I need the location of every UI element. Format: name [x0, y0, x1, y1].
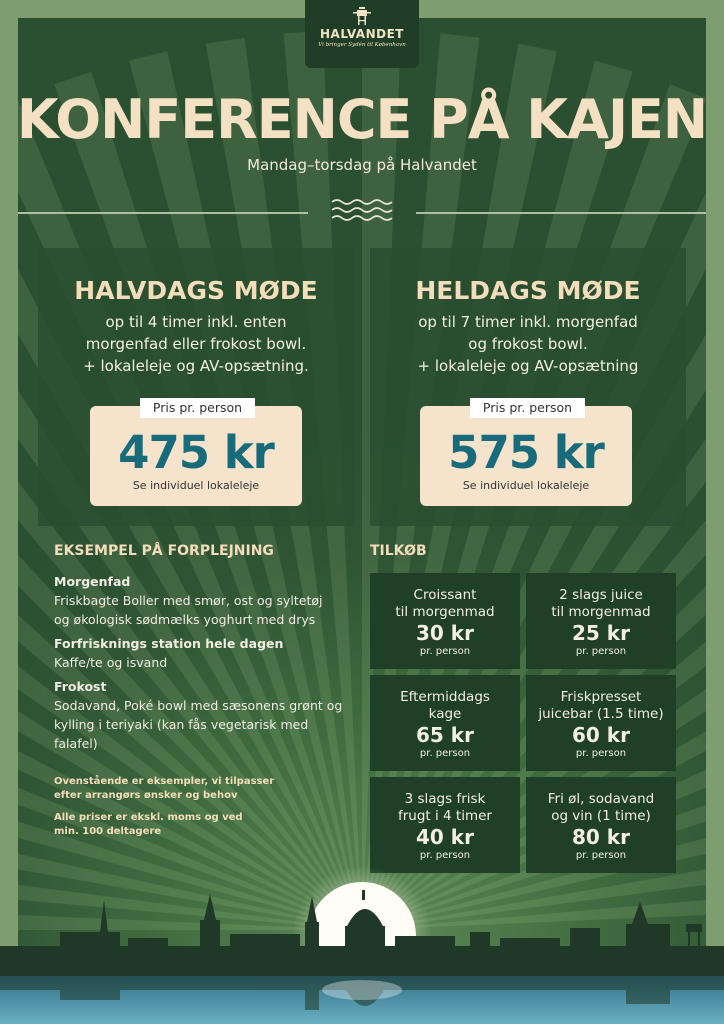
price-box	[420, 400, 632, 506]
skyline-illustration	[0, 850, 724, 1024]
divider-left	[18, 212, 308, 214]
fine-print-prices: Alle priser er ekskl. moms og ved min. 100 deltagere	[54, 812, 243, 837]
price-note: Se individuel lokaleleje	[132, 479, 260, 492]
addon-tile-croissant: Croissant til morgenmad 30 kr pr. person	[370, 573, 520, 669]
logo-name: HALVANDET	[320, 27, 404, 41]
catering-list	[54, 572, 354, 758]
waves-icon	[330, 197, 394, 225]
package-card-heldag	[370, 248, 686, 526]
fine-print-examples: Ovenstående er eksempler, vi tilpasser efter arrangørs ønsker og behov	[54, 776, 275, 801]
price-note: Se individuel lokaleleje	[462, 479, 590, 492]
package-title: HALVDAGS MØDE	[74, 276, 318, 305]
addon-price: 65 kr	[416, 723, 474, 747]
package-description: op til 4 timer inkl. enten morgenfad eller frokost bowl. + lokaleleje og AV-opsætning.	[83, 313, 309, 375]
addon-unit: pr. person	[575, 646, 627, 657]
addon-price: 30 kr	[416, 621, 474, 645]
list-item: Frokost Sodavand, Poké bowl med sæsonens grønt og kylling i teriyaki (kan fås vegetarisk med falafel)	[54, 679, 343, 751]
addon-tile-juice: 2 slags juice til morgenmad 25 kr pr. person	[526, 573, 676, 669]
price-label: Pris pr. person	[470, 398, 585, 418]
addon-price: 80 kr	[572, 825, 630, 849]
price-amount: 475 kr	[118, 426, 274, 479]
addon-price: 25 kr	[572, 621, 630, 645]
halvandet-logo[interactable]	[305, 0, 419, 68]
catering-heading: EKSEMPEL PÅ FORPLEJNING	[54, 543, 274, 559]
addon-tile-drinks: Fri øl, sodavand og vin (1 time) 80 kr pr. person	[526, 777, 676, 873]
package-description: op til 7 timer inkl. morgenfad og frokost bowl. + lokaleleje og AV-opsætning	[417, 313, 639, 375]
price-label: Pris pr. person	[140, 398, 255, 418]
addon-unit: pr. person	[419, 748, 471, 759]
price-box	[90, 400, 302, 506]
addon-unit: pr. person	[419, 646, 471, 657]
logo-tagline: Vi bringer Sydén til København	[318, 42, 406, 48]
page-title: KONFERENCE PÅ KAJEN	[16, 88, 708, 151]
water-tower-icon	[347, 6, 377, 26]
addon-tile-kage: Eftermiddags kage 65 kr pr. person	[370, 675, 520, 771]
divider-right	[416, 212, 706, 214]
page-subtitle: Mandag–torsdag på Halvandet	[247, 156, 477, 174]
addon-tile-frugt: 3 slags frisk frugt i 4 timer 40 kr pr. person	[370, 777, 520, 873]
list-item: Forfrisknings station hele dagen Kaffe/te og isvand	[54, 636, 284, 670]
addon-unit: pr. person	[575, 748, 627, 759]
addons-heading: TILKØB	[370, 543, 427, 559]
addon-price: 40 kr	[416, 825, 474, 849]
list-item: Morgenfad Friskbagte Boller med smør, ost og syltetøj og økologisk sødmælks yoghurt med drys	[54, 574, 323, 627]
package-title: HELDAGS MØDE	[415, 276, 641, 305]
addon-unit: pr. person	[575, 850, 627, 861]
addon-unit: pr. person	[419, 850, 471, 861]
package-card-halvdag	[38, 248, 354, 526]
addon-price: 60 kr	[572, 723, 630, 747]
price-amount: 575 kr	[448, 426, 604, 479]
addon-tile-juicebar: Friskpresset juicebar (1.5 time) 60 kr pr. person	[526, 675, 676, 771]
